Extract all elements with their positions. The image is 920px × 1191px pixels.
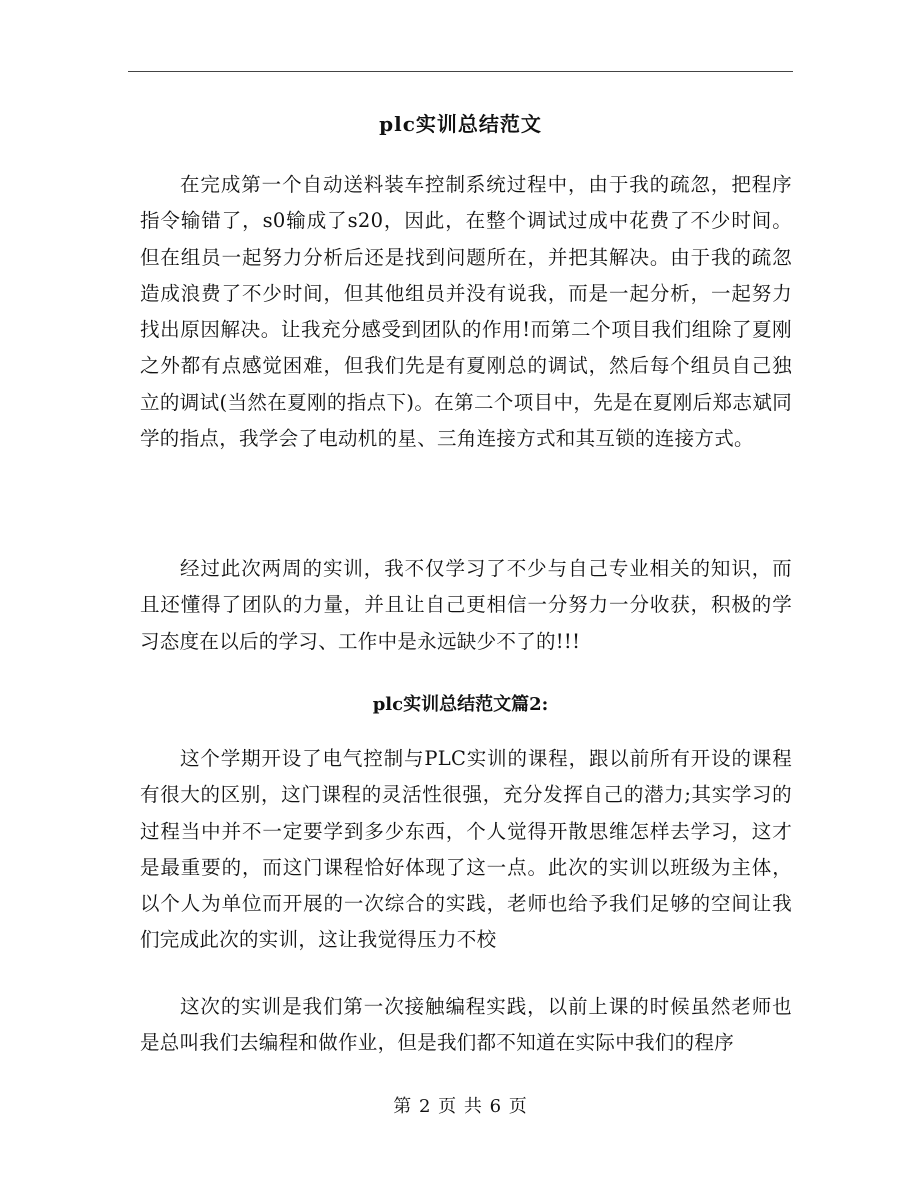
page-indicator: 第 2 页 共 6 页: [393, 1096, 528, 1117]
body-paragraph: 经过此次两周的实训，我不仅学习了不少与自己专业相关的知识，而且还懂得了团队的力量，并且让自己更相信一分努力一分收获，积极的学习态度在以后的学习、工作中是永远缺少不了的!!!: [140, 557, 792, 653]
header-divider: [128, 71, 793, 72]
section-heading: plc实训总结范文篇2:: [372, 694, 549, 715]
body-paragraph: 在完成第一个自动送料装车控制系统过程中，由于我的疏忽，把程序指令输错了，s0输成了s20，因此，在整个调试过成中花费了不少时间。但在组员一起努力分析后还是找到问题所在，并把其解决。由于我的疏忽造成浪费了不少时间，但其他组员并没有说我，而是一起分析，一起努力找出原因解决。让我充分感受到团队的作用!而第二个项目我们组除了夏刚之外都有点感觉困难，但我们先是有夏刚总的调试，然后每个组员自己独立的调试(当然在夏刚的指点下)。在第二个项目中，先是在夏刚后郑志斌同学的指点，我学会了电动机的星、三角连接方式和其互锁的连接方式。: [140, 173, 792, 451]
document-title: plc实训总结范文: [379, 112, 542, 136]
section-paragraph: 这次的实训是我们第一次接触编程实践，以前上课的时候虽然老师也是总叫我们去编程和做作业，但是我们都不知道在实际中我们的程序: [140, 995, 792, 1055]
section-paragraph: 这个学期开设了电气控制与PLC实训的课程，跟以前所有开设的课程有很大的区别，这门课程的灵活性很强，充分发挥自己的潜力;其实学习的过程当中并不一定要学到多少东西，个人觉得开散思维怎样去学习，这才是最重要的，而这门课程恰好体现了这一点。此次的实训以班级为主体，以个人为单位而开展的一次综合的实践，老师也给予我们足够的空间让我们完成此次的实训，这让我觉得压力不校: [140, 747, 792, 952]
